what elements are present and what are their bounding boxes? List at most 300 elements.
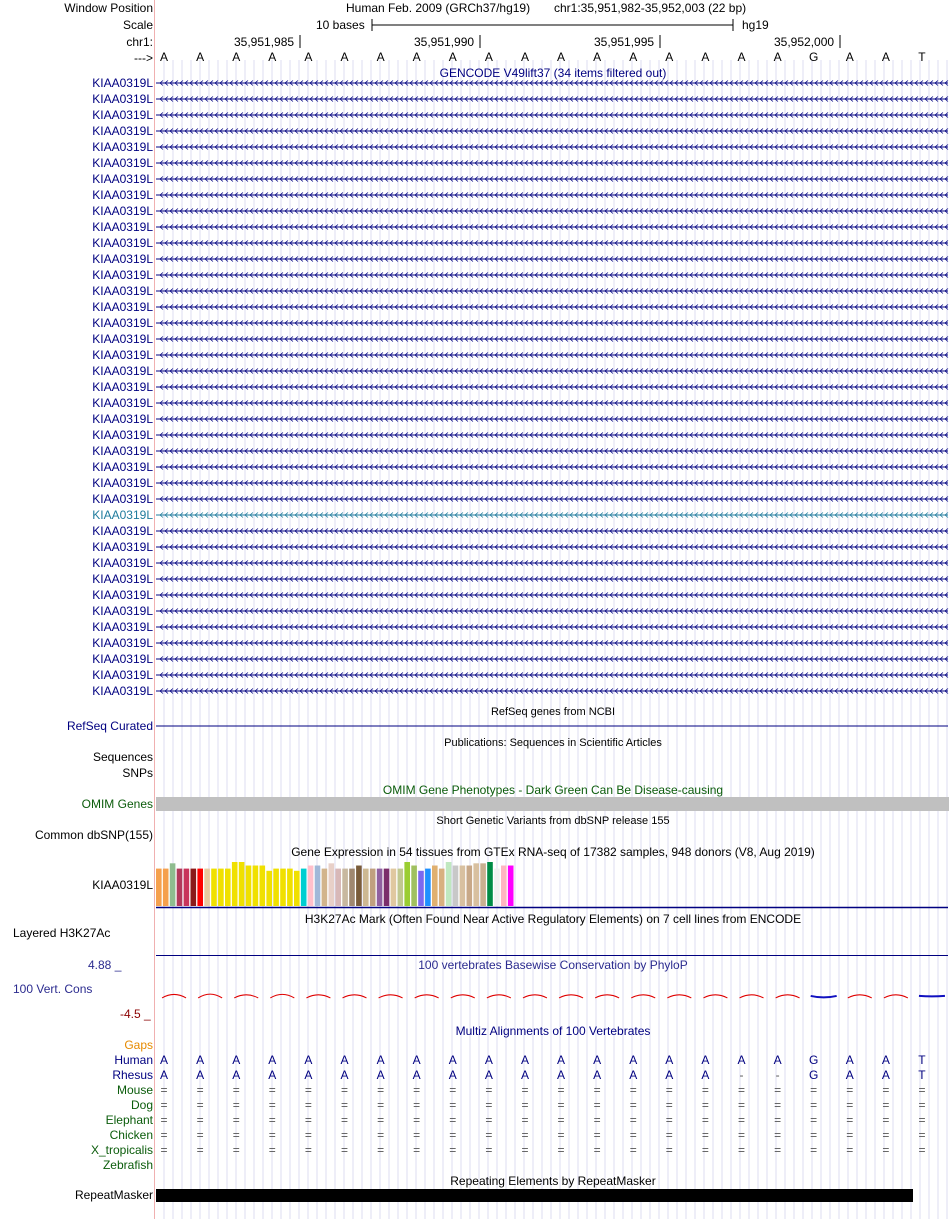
base-letter: A bbox=[484, 50, 493, 64]
strand-label: ---> bbox=[134, 51, 153, 65]
alignment-base: = bbox=[701, 1098, 709, 1112]
alignment-base: A bbox=[268, 1068, 277, 1082]
alignment-base: = bbox=[340, 1083, 348, 1097]
alignment-base: = bbox=[304, 1098, 312, 1112]
alignment-base: A bbox=[376, 1068, 385, 1082]
alignment-base: A bbox=[196, 1068, 205, 1082]
gencode-item-label[interactable]: KIAA0319L bbox=[92, 172, 153, 186]
alignment-base: A bbox=[232, 1068, 241, 1082]
alignment-base: = bbox=[485, 1113, 493, 1127]
gtex-tissue-bar bbox=[370, 869, 376, 906]
gencode-item-label[interactable]: KIAA0319L bbox=[92, 156, 153, 170]
gtex-tissue-bar bbox=[411, 866, 417, 906]
gtex-tissue-bar bbox=[266, 871, 272, 906]
h3k27ac-track-title[interactable]: H3K27Ac Mark (Often Found Near Active Regulatory Elements) on 7 cell lines from ENCODE bbox=[304, 912, 802, 926]
alignment-base: = bbox=[774, 1128, 782, 1142]
species-label[interactable]: Human bbox=[114, 1053, 153, 1067]
gtex-tissue-bar bbox=[404, 862, 410, 906]
alignment-base: = bbox=[846, 1128, 854, 1142]
refseq-track-title[interactable]: RefSeq genes from NCBI bbox=[490, 706, 616, 718]
alignment-base: = bbox=[846, 1098, 854, 1112]
gencode-item-label[interactable]: KIAA0319L bbox=[92, 492, 153, 506]
alignment-base: A bbox=[160, 1053, 169, 1067]
gtex-tissue-bar bbox=[329, 863, 335, 906]
label-separator bbox=[154, 0, 155, 1219]
omim-track-title[interactable]: OMIM Gene Phenotypes - Dark Green Can Be Disease-causing bbox=[382, 783, 724, 797]
alignment-base: A bbox=[593, 1053, 602, 1067]
species-label[interactable]: Rhesus bbox=[112, 1068, 153, 1082]
alignment-base: A bbox=[268, 1053, 277, 1067]
phylop-value-mark bbox=[811, 996, 837, 997]
alignment-base: = bbox=[810, 1143, 818, 1157]
phylop-value-mark bbox=[487, 995, 511, 998]
alignment-base: A bbox=[484, 1068, 493, 1082]
alignment-base: = bbox=[377, 1083, 385, 1097]
assembly-text: Human Feb. 2009 (GRCh37/hg19) bbox=[346, 1, 531, 15]
alignment-base: = bbox=[701, 1143, 709, 1157]
phylop-track-label[interactable]: 100 Vert. Cons bbox=[13, 982, 93, 996]
alignment-base: A bbox=[557, 1068, 566, 1082]
gtex-tissue-bar bbox=[453, 866, 459, 906]
alignment-base: = bbox=[196, 1098, 204, 1112]
gencode-item-label[interactable]: KIAA0319L bbox=[92, 684, 153, 698]
alignment-base: A bbox=[520, 1053, 529, 1067]
alignment-base: = bbox=[449, 1113, 457, 1127]
alignment-base: = bbox=[774, 1098, 782, 1112]
alignment-base: = bbox=[593, 1083, 601, 1097]
alignment-base: A bbox=[448, 1068, 457, 1082]
gtex-tissue-bar bbox=[287, 869, 293, 906]
alignment-base: A bbox=[701, 1068, 710, 1082]
gtex-tissue-bar bbox=[439, 869, 445, 906]
gtex-tissue-bar bbox=[211, 869, 217, 906]
phylop-value-mark bbox=[848, 995, 872, 998]
gtex-tissue-bar bbox=[294, 871, 300, 906]
gtex-tissue-bar bbox=[308, 866, 314, 906]
gtex-tissue-bar bbox=[260, 866, 266, 906]
alignment-base: = bbox=[918, 1113, 926, 1127]
alignment-base: = bbox=[557, 1098, 565, 1112]
alignment-base: = bbox=[340, 1128, 348, 1142]
alignment-base: = bbox=[413, 1143, 421, 1157]
base-letter: A bbox=[196, 50, 205, 64]
alignment-base: = bbox=[810, 1098, 818, 1112]
phylop-value-mark bbox=[379, 995, 403, 998]
gtex-tissue-bar bbox=[467, 866, 473, 906]
phylop-value-mark bbox=[270, 994, 294, 998]
alignment-base: = bbox=[593, 1143, 601, 1157]
alignment-base: A bbox=[160, 1068, 169, 1082]
base-letter: A bbox=[737, 50, 746, 64]
alignment-base: A bbox=[412, 1053, 421, 1067]
alignment-base: A bbox=[665, 1068, 674, 1082]
base-letter: A bbox=[520, 50, 529, 64]
phylop-value-mark bbox=[343, 995, 367, 998]
base-letter: A bbox=[340, 50, 349, 64]
alignment-base: = bbox=[882, 1113, 890, 1127]
gencode-item-label[interactable]: KIAA0319L bbox=[92, 380, 153, 394]
alignment-base: = bbox=[665, 1128, 673, 1142]
alignment-base: = bbox=[737, 1113, 745, 1127]
alignment-base: = bbox=[593, 1128, 601, 1142]
publications-label-line1[interactable]: Sequences bbox=[92, 750, 153, 764]
gtex-tissue-bar bbox=[398, 869, 404, 906]
base-letter: A bbox=[593, 50, 602, 64]
alignment-base: = bbox=[918, 1098, 926, 1112]
alignment-base: = bbox=[485, 1083, 493, 1097]
alignment-base: = bbox=[810, 1083, 818, 1097]
gtex-tissue-bar bbox=[335, 869, 341, 906]
gencode-item-label[interactable]: KIAA0319L bbox=[92, 220, 153, 234]
alignment-base: = bbox=[557, 1083, 565, 1097]
gencode-item-label[interactable]: KIAA0319L bbox=[92, 364, 153, 378]
alignment-base: = bbox=[918, 1128, 926, 1142]
alignment-base: = bbox=[449, 1083, 457, 1097]
alignment-base: = bbox=[377, 1098, 385, 1112]
gencode-item-label[interactable]: KIAA0319L bbox=[92, 204, 153, 218]
phylop-min-label: -4.5 _ bbox=[120, 1007, 151, 1021]
alignment-base: = bbox=[774, 1083, 782, 1097]
alignment-base: = bbox=[918, 1083, 926, 1097]
alignment-base: = bbox=[737, 1083, 745, 1097]
alignment-base: = bbox=[846, 1113, 854, 1127]
alignment-base: = bbox=[232, 1128, 240, 1142]
gtex-tissue-bar bbox=[191, 869, 197, 906]
alignment-base: = bbox=[268, 1083, 276, 1097]
base-letter: A bbox=[160, 50, 169, 64]
gencode-item-label[interactable]: KIAA0319L bbox=[92, 572, 153, 586]
alignment-base: A bbox=[737, 1053, 746, 1067]
tick-label: 35,952,000 bbox=[774, 35, 835, 49]
alignment-base: A bbox=[340, 1068, 349, 1082]
gencode-item-label[interactable]: KIAA0319L bbox=[92, 140, 153, 154]
phylop-value-mark bbox=[559, 995, 583, 998]
gencode-item-label[interactable]: KIAA0319L bbox=[92, 524, 153, 538]
alignment-base: = bbox=[629, 1113, 637, 1127]
base-letter: A bbox=[304, 50, 313, 64]
gencode-item-label[interactable]: KIAA0319L bbox=[92, 108, 153, 122]
gtex-tissue-bar bbox=[460, 866, 466, 906]
gtex-tissue-bar bbox=[418, 871, 424, 906]
alignment-base: = bbox=[846, 1143, 854, 1157]
gencode-item-label[interactable]: KIAA0319L bbox=[92, 332, 153, 346]
gencode-item-label[interactable]: KIAA0319L bbox=[92, 428, 153, 442]
publications-track-title[interactable]: Publications: Sequences in Scientific Articles bbox=[444, 737, 662, 749]
gtex-tissue-bar bbox=[177, 869, 183, 906]
alignment-base: = bbox=[593, 1098, 601, 1112]
alignment-base: = bbox=[377, 1143, 385, 1157]
alignment-base: = bbox=[882, 1143, 890, 1157]
phylop-value-mark bbox=[198, 994, 222, 998]
alignment-base: A bbox=[701, 1053, 710, 1067]
gtex-track-label[interactable]: KIAA0319L bbox=[92, 878, 153, 892]
gencode-item-label[interactable]: KIAA0319L bbox=[92, 668, 153, 682]
alignment-base: = bbox=[521, 1098, 529, 1112]
alignment-base: = bbox=[665, 1098, 673, 1112]
phylop-value-mark bbox=[667, 995, 691, 998]
alignment-base: A bbox=[881, 1053, 890, 1067]
gencode-track-title[interactable]: GENCODE V49lift37 (34 items filtered out) bbox=[439, 66, 667, 80]
phylop-value-mark bbox=[631, 995, 655, 998]
publications-label-line2[interactable]: SNPs bbox=[122, 766, 153, 780]
base-letter: A bbox=[845, 50, 854, 64]
phylop-track-title[interactable]: 100 vertebrates Basewise Conservation by PhyloP bbox=[418, 958, 688, 972]
position-text: chr1:35,951,982-35,952,003 (22 bp) bbox=[554, 1, 747, 15]
alignment-base: = bbox=[485, 1128, 493, 1142]
alignment-base: = bbox=[304, 1128, 312, 1142]
alignment-base: = bbox=[413, 1098, 421, 1112]
dbsnp-track-title[interactable]: Short Genetic Variants from dbSNP release 155 bbox=[436, 815, 670, 827]
alignment-base: = bbox=[774, 1143, 782, 1157]
alignment-base: = bbox=[449, 1098, 457, 1112]
dbsnp-track-label[interactable]: Common dbSNP(155) bbox=[34, 828, 153, 842]
gtex-tissue-bar bbox=[384, 869, 390, 906]
alignment-base: = bbox=[160, 1143, 168, 1157]
alignment-base: = bbox=[196, 1143, 204, 1157]
scale-label: Scale bbox=[122, 18, 153, 32]
alignment-base: T bbox=[918, 1053, 926, 1067]
alignment-base: = bbox=[340, 1113, 348, 1127]
alignment-base: = bbox=[160, 1083, 168, 1097]
gencode-item-label[interactable]: KIAA0319L bbox=[92, 124, 153, 138]
alignment-base: = bbox=[268, 1143, 276, 1157]
alignment-base: = bbox=[629, 1143, 637, 1157]
gtex-tissue-bar bbox=[239, 862, 245, 906]
alignment-base: = bbox=[521, 1113, 529, 1127]
gtex-tissue-bar bbox=[156, 869, 162, 906]
gencode-item-label[interactable]: KIAA0319L bbox=[92, 652, 153, 666]
alignment-base: = bbox=[413, 1113, 421, 1127]
alignment-base: = bbox=[160, 1098, 168, 1112]
alignment-base: = bbox=[810, 1128, 818, 1142]
alignment-base: A bbox=[520, 1068, 529, 1082]
gencode-item-label[interactable]: KIAA0319L bbox=[92, 92, 153, 106]
gtex-tissue-bar bbox=[225, 869, 231, 906]
alignment-base: = bbox=[521, 1143, 529, 1157]
alignment-base: = bbox=[629, 1098, 637, 1112]
alignment-base: A bbox=[412, 1068, 421, 1082]
alignment-base: A bbox=[304, 1068, 313, 1082]
species-label[interactable]: Dog bbox=[130, 1098, 153, 1112]
alignment-base: = bbox=[737, 1098, 745, 1112]
alignment-base: = bbox=[232, 1083, 240, 1097]
gtex-tissue-bar bbox=[280, 869, 286, 906]
alignment-base: = bbox=[196, 1128, 204, 1142]
h3k27ac-track-label[interactable]: Layered H3K27Ac bbox=[13, 926, 111, 940]
gtex-tissue-bar bbox=[501, 866, 507, 906]
gencode-item-label[interactable]: KIAA0319L bbox=[92, 444, 153, 458]
alignment-base: = bbox=[774, 1113, 782, 1127]
alignment-base: = bbox=[846, 1083, 854, 1097]
gencode-item-label[interactable]: KIAA0319L bbox=[92, 588, 153, 602]
base-letter: G bbox=[809, 50, 819, 64]
gencode-item-label[interactable]: KIAA0319L bbox=[92, 460, 153, 474]
alignment-base: = bbox=[629, 1083, 637, 1097]
gencode-item-label[interactable]: KIAA0319L bbox=[92, 620, 153, 634]
gencode-item-label[interactable]: KIAA0319L bbox=[92, 556, 153, 570]
scale-bases-text: 10 bases bbox=[316, 18, 365, 32]
alignment-base: = bbox=[377, 1113, 385, 1127]
alignment-base: G bbox=[809, 1053, 819, 1067]
base-letter: A bbox=[665, 50, 674, 64]
gtex-tissue-bar bbox=[218, 869, 224, 906]
gtex-tissue-bar bbox=[315, 866, 321, 906]
species-label[interactable]: Zebrafish bbox=[102, 1158, 153, 1172]
alignment-base: = bbox=[304, 1143, 312, 1157]
alignment-base: = bbox=[557, 1128, 565, 1142]
alignment-base: A bbox=[881, 1068, 890, 1082]
gencode-item-label[interactable]: KIAA0319L bbox=[92, 476, 153, 490]
species-label[interactable]: Chicken bbox=[109, 1128, 153, 1142]
alignment-base: = bbox=[340, 1143, 348, 1157]
alignment-base: = bbox=[304, 1083, 312, 1097]
alignment-base: = bbox=[521, 1128, 529, 1142]
alignment-base: A bbox=[629, 1068, 638, 1082]
alignment-base: = bbox=[665, 1143, 673, 1157]
gencode-item-label[interactable]: KIAA0319L bbox=[92, 252, 153, 266]
alignment-base: A bbox=[340, 1053, 349, 1067]
alignment-base: A bbox=[557, 1053, 566, 1067]
alignment-base: = bbox=[449, 1128, 457, 1142]
alignment-base: - bbox=[739, 1068, 744, 1082]
gtex-tissue-bar bbox=[391, 869, 397, 906]
alignment-base: = bbox=[160, 1128, 168, 1142]
alignment-base: T bbox=[918, 1068, 926, 1082]
alignment-base: = bbox=[340, 1098, 348, 1112]
alignment-base: = bbox=[557, 1143, 565, 1157]
refseq-track-label[interactable]: RefSeq Curated bbox=[66, 719, 153, 733]
repeatmasker-track-label[interactable]: RepeatMasker bbox=[74, 1188, 153, 1202]
phylop-value-mark bbox=[703, 995, 727, 998]
alignment-base: = bbox=[701, 1128, 709, 1142]
gtex-tissue-bar bbox=[273, 869, 279, 906]
gtex-tissue-bar bbox=[363, 869, 369, 906]
gencode-item-label[interactable]: KIAA0319L bbox=[92, 348, 153, 362]
gencode-item-label[interactable]: KIAA0319L bbox=[92, 396, 153, 410]
phylop-value-mark bbox=[415, 995, 439, 998]
alignment-base: G bbox=[809, 1068, 819, 1082]
alignment-base: = bbox=[701, 1113, 709, 1127]
omim-bar bbox=[156, 797, 949, 811]
base-letter: A bbox=[773, 50, 782, 64]
gencode-item-label[interactable]: KIAA0319L bbox=[92, 236, 153, 250]
gtex-tissue-bar bbox=[184, 869, 190, 906]
gtex-tissue-bar bbox=[494, 869, 500, 906]
alignment-base: = bbox=[485, 1098, 493, 1112]
gencode-item-label[interactable]: KIAA0319L bbox=[92, 412, 153, 426]
alignment-base: = bbox=[485, 1143, 493, 1157]
gencode-item-label[interactable]: KIAA0319L bbox=[92, 188, 153, 202]
base-letter: A bbox=[448, 50, 457, 64]
alignment-base: = bbox=[232, 1098, 240, 1112]
phylop-value-mark bbox=[234, 995, 258, 998]
alignment-base: A bbox=[773, 1053, 782, 1067]
alignment-base: A bbox=[593, 1068, 602, 1082]
gtex-tissue-bar bbox=[170, 863, 176, 906]
alignment-base: = bbox=[413, 1128, 421, 1142]
gencode-item-label[interactable]: KIAA0319L bbox=[92, 540, 153, 554]
alignment-base: = bbox=[413, 1083, 421, 1097]
phylop-value-mark bbox=[884, 995, 908, 998]
alignment-base: = bbox=[665, 1083, 673, 1097]
gtex-tissue-bar bbox=[163, 869, 169, 906]
tick-label: 35,951,985 bbox=[234, 35, 295, 49]
gtex-tissue-bar bbox=[508, 866, 514, 906]
gtex-tissue-bar bbox=[232, 862, 238, 906]
alignment-base: = bbox=[882, 1128, 890, 1142]
alignment-base: = bbox=[882, 1083, 890, 1097]
gencode-item-label[interactable]: KIAA0319L bbox=[92, 268, 153, 282]
alignment-base: = bbox=[882, 1098, 890, 1112]
gencode-item-label[interactable]: KIAA0319L bbox=[92, 300, 153, 314]
alignment-base: = bbox=[593, 1113, 601, 1127]
gencode-item-label[interactable]: KIAA0319L bbox=[92, 76, 153, 90]
repeatmasker-track-title[interactable]: Repeating Elements by RepeatMasker bbox=[450, 1174, 656, 1188]
gtex-tissue-bar bbox=[342, 869, 348, 906]
alignment-base: = bbox=[557, 1113, 565, 1127]
gencode-item-label[interactable]: KIAA0319L bbox=[92, 508, 153, 522]
base-letter: T bbox=[918, 50, 926, 64]
alignment-base: A bbox=[196, 1053, 205, 1067]
gencode-item-label[interactable]: KIAA0319L bbox=[92, 604, 153, 618]
gtex-tissue-bar bbox=[487, 862, 493, 906]
alignment-base: A bbox=[845, 1053, 854, 1067]
alignment-base: - bbox=[775, 1068, 780, 1082]
gtex-tissue-bar bbox=[322, 869, 328, 906]
base-letter: A bbox=[881, 50, 890, 64]
phylop-value-mark bbox=[740, 995, 764, 998]
alignment-base: = bbox=[737, 1143, 745, 1157]
gencode-item-label[interactable]: KIAA0319L bbox=[92, 316, 153, 330]
gencode-item-label[interactable]: KIAA0319L bbox=[92, 284, 153, 298]
alignment-base: A bbox=[376, 1053, 385, 1067]
gtex-tissue-bar bbox=[356, 866, 362, 906]
alignment-base: = bbox=[268, 1128, 276, 1142]
base-letter: A bbox=[629, 50, 638, 64]
phylop-value-mark bbox=[451, 995, 475, 998]
gtex-tissue-bar bbox=[349, 869, 355, 906]
gtex-tissue-bar bbox=[253, 866, 259, 906]
phylop-value-mark bbox=[523, 995, 547, 998]
alignment-base: = bbox=[232, 1113, 240, 1127]
phylop-max-label: 4.88 _ bbox=[88, 958, 122, 972]
tick-label: 35,951,990 bbox=[414, 35, 475, 49]
base-letter: A bbox=[268, 50, 277, 64]
gencode-item-label[interactable]: KIAA0319L bbox=[92, 636, 153, 650]
alignment-base: = bbox=[196, 1113, 204, 1127]
gtex-track-title[interactable]: Gene Expression in 54 tissues from GTEx RNA-seq of 17382 samples, 948 donors (V8, Aug 2019) bbox=[291, 845, 815, 859]
gtex-tissue-bar bbox=[432, 866, 438, 906]
gtex-tissue-bar bbox=[446, 862, 452, 906]
base-letter: A bbox=[232, 50, 241, 64]
multiz-track-title[interactable]: Multiz Alignments of 100 Vertebrates bbox=[455, 1024, 651, 1038]
alignment-base: = bbox=[918, 1143, 926, 1157]
species-label[interactable]: Mouse bbox=[116, 1083, 153, 1097]
alignment-base: = bbox=[196, 1083, 204, 1097]
alignment-base: = bbox=[268, 1098, 276, 1112]
base-letter: A bbox=[701, 50, 710, 64]
base-letter: A bbox=[412, 50, 421, 64]
species-label[interactable]: Elephant bbox=[105, 1113, 153, 1127]
omim-track-label[interactable]: OMIM Genes bbox=[81, 797, 153, 811]
gtex-tissue-bar bbox=[197, 869, 203, 906]
base-letter: A bbox=[376, 50, 385, 64]
phylop-value-mark bbox=[306, 995, 330, 998]
chrom-label: chr1: bbox=[126, 35, 153, 49]
species-label[interactable]: X_tropicalis bbox=[90, 1143, 153, 1157]
alignment-base: = bbox=[810, 1113, 818, 1127]
alignment-base: = bbox=[268, 1113, 276, 1127]
